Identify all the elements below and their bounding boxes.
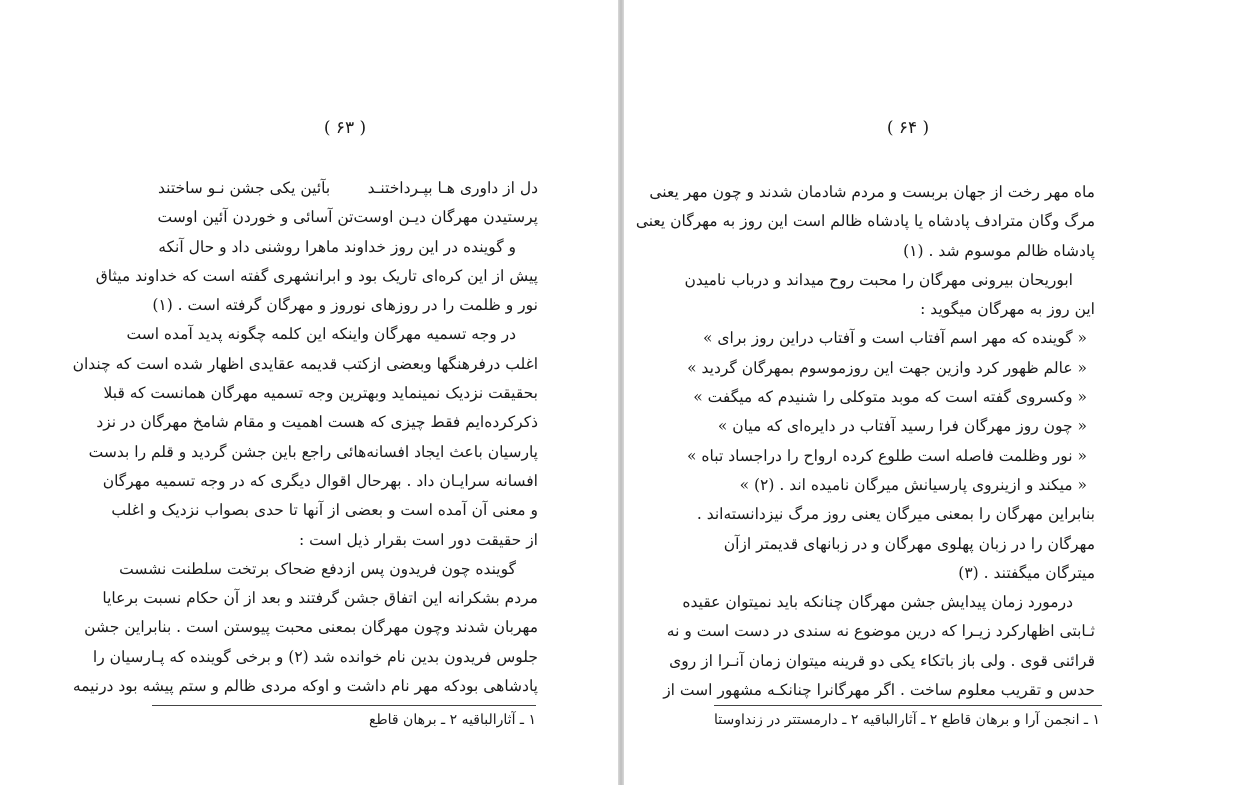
text-line: گوینده چون فریدون پس ازدفع ضحاک برتخت سلطنت نشست [119, 559, 516, 578]
page-body [635, 178, 1095, 705]
footnote-divider [714, 705, 1102, 706]
text-line: حدس و تقریب معلوم ساخت . اگر مهرگانرا چنانکـه مشهور است از [663, 681, 1095, 700]
text-line: بنابراین مهرگان را بمعنی میرگان یعنی روز مرگ نیزدانسته‌اند . [696, 505, 1095, 524]
text-line: پادشاه ظالم موسوم شد . (۱) [903, 241, 1095, 260]
text-line: پیش از این کره‌ای تاریک بود و ابرانشهری گفته است که خداوند میثاق [95, 266, 538, 285]
text-line: ذکرکرده‌ایم فقط چیزی که هست اهمیت و مقام شامخ مهرگان در نزد [96, 413, 538, 432]
page-body [72, 174, 538, 701]
quote-line: « نور وظلمت فاصله است طلوع کرده ارواح را دراجساد تباه » [687, 446, 1087, 465]
text-line: مهرگان را در زبان پهلوی مهرگان و در زبانهای قدیمتر ازآن [723, 534, 1095, 553]
text-line: در وجه تسمیه مهرگان واینکه این کلمه چگونه پدید آمده است [126, 325, 516, 344]
verse-line [158, 174, 538, 203]
verse-hemistich: دل از داوری هـا بپـرداختنـد [367, 179, 538, 197]
page-number: ( ۶۴ ) [886, 118, 930, 138]
text-line: افسانه سرایـان داد . بهرحال اقوال دیگری که در وجه تسمیه مهرگان [102, 471, 538, 490]
text-line: میترگان میگفتند . (۳) [958, 563, 1095, 582]
text-line: مهربان شدند وچون مهرگان بمعنی محبت پیوستن است . بنابراین جشن [84, 618, 538, 637]
text-line: و معنی آن آمده است و بعضی از آنها تا حدی بصواب نزدیک و اغلب [111, 501, 538, 520]
text-line: مرگ وگان مترادف پادشاه یا پادشاه ظالم است این روز به مهرگان یعنی [635, 212, 1095, 231]
text-line: ابوریحان بیرونی مهرگان را محبت روح میداند و درباب نامیدن [684, 270, 1073, 289]
verse-line [158, 203, 538, 232]
text-line: اغلب درفرهنگها وبعضی ازکتب قدیمه عقایدی اظهار شده است که چندان [72, 354, 538, 373]
page-number: ( ۶۳ ) [323, 118, 367, 138]
quote-line: « عالم ظهور کرد وازین جهت این روزموسوم بمهرگان گردید » [687, 358, 1087, 377]
text-line: نور و ظلمت را در روزهای نوروز و مهرگان گرفته است . (۱) [152, 296, 538, 315]
footnote: ۱ ـ انجمن آرا و برهان قاطع ۲ ـ آثارالباقیه ۲ ـ دارمستتر در زنداوستا [714, 712, 1100, 728]
quote-line: « گوینده که مهر اسم آفتاب است و آفتاب دراین روز برای » [702, 329, 1087, 348]
right-page [624, 0, 1246, 785]
text-line: قرائنی قوی . ولی باز باتکاء یکی دو قرینه میتوان زمان آنـرا از روی [669, 651, 1095, 670]
text-line: درمورد زمان پیدایش جشن مهرگان چنانکه باید نمیتوان عقیده [682, 593, 1073, 612]
text-line: پارسیان باعث ایجاد افسانه‌هائی راجع باین جشن گردید و قلم را بدست [88, 442, 538, 461]
text-line: جلوس فریدون بدین نام خوانده شد (۲) و برخی گوینده که پـارسیان را [92, 647, 538, 666]
quote-line: « چون روز مهرگان فرا رسید آفتاب در دایره‌ای که میان » [717, 417, 1087, 436]
verse-hemistich: تن آسائی و خوردن آئین اوست [157, 208, 354, 227]
footnote: ۱ ـ آثارالباقیه ۲ ـ برهان قاطع [369, 712, 536, 728]
text-line: ثـابتی اظهارکرد زیـرا که درین موضوع نه سندی در دست است و نه [666, 622, 1095, 641]
text-line: مردم بشکرانه این اتفاق جشن گرفتند و بعد از آن حکام نسبت برعایا [102, 589, 538, 608]
quote-line: « میکند و ازینروی پارسیانش میرگان نامیده اند . (۲) » [739, 475, 1087, 494]
footnote-divider [152, 705, 536, 706]
text-line: ماه مهر رخت از جهان بربست و مردم شادمان شدند و چون مهر یعنی [649, 183, 1095, 201]
text-line: این روز به مهرگان میگوید : [920, 300, 1095, 319]
text-line: بحقیقت نزدیک نمینماید وبهترین وجه تسمیه مهرگان همانست که قبلا [103, 384, 538, 403]
text-line: از حقیقت دور است بقرار ذیل است : [298, 530, 538, 549]
text-line: و گوینده در این روز خداوند ماهرا روشنی داد و حال آنکه [158, 237, 516, 256]
text-line: پادشاهی بودکه مهر نام داشت و اوکه مردی ظالم و ستم پیشه بود درنیمه [72, 677, 538, 696]
left-page [0, 0, 618, 785]
verse-hemistich: بآئین یکی جشن نـو ساختند [158, 179, 331, 197]
verse-hemistich: پرستیدن مهرگان دیـن اوست [353, 208, 538, 227]
quote-line: « وکسروی گفته است که موبد متوکلی را شنیدم که میگفت » [693, 388, 1087, 407]
